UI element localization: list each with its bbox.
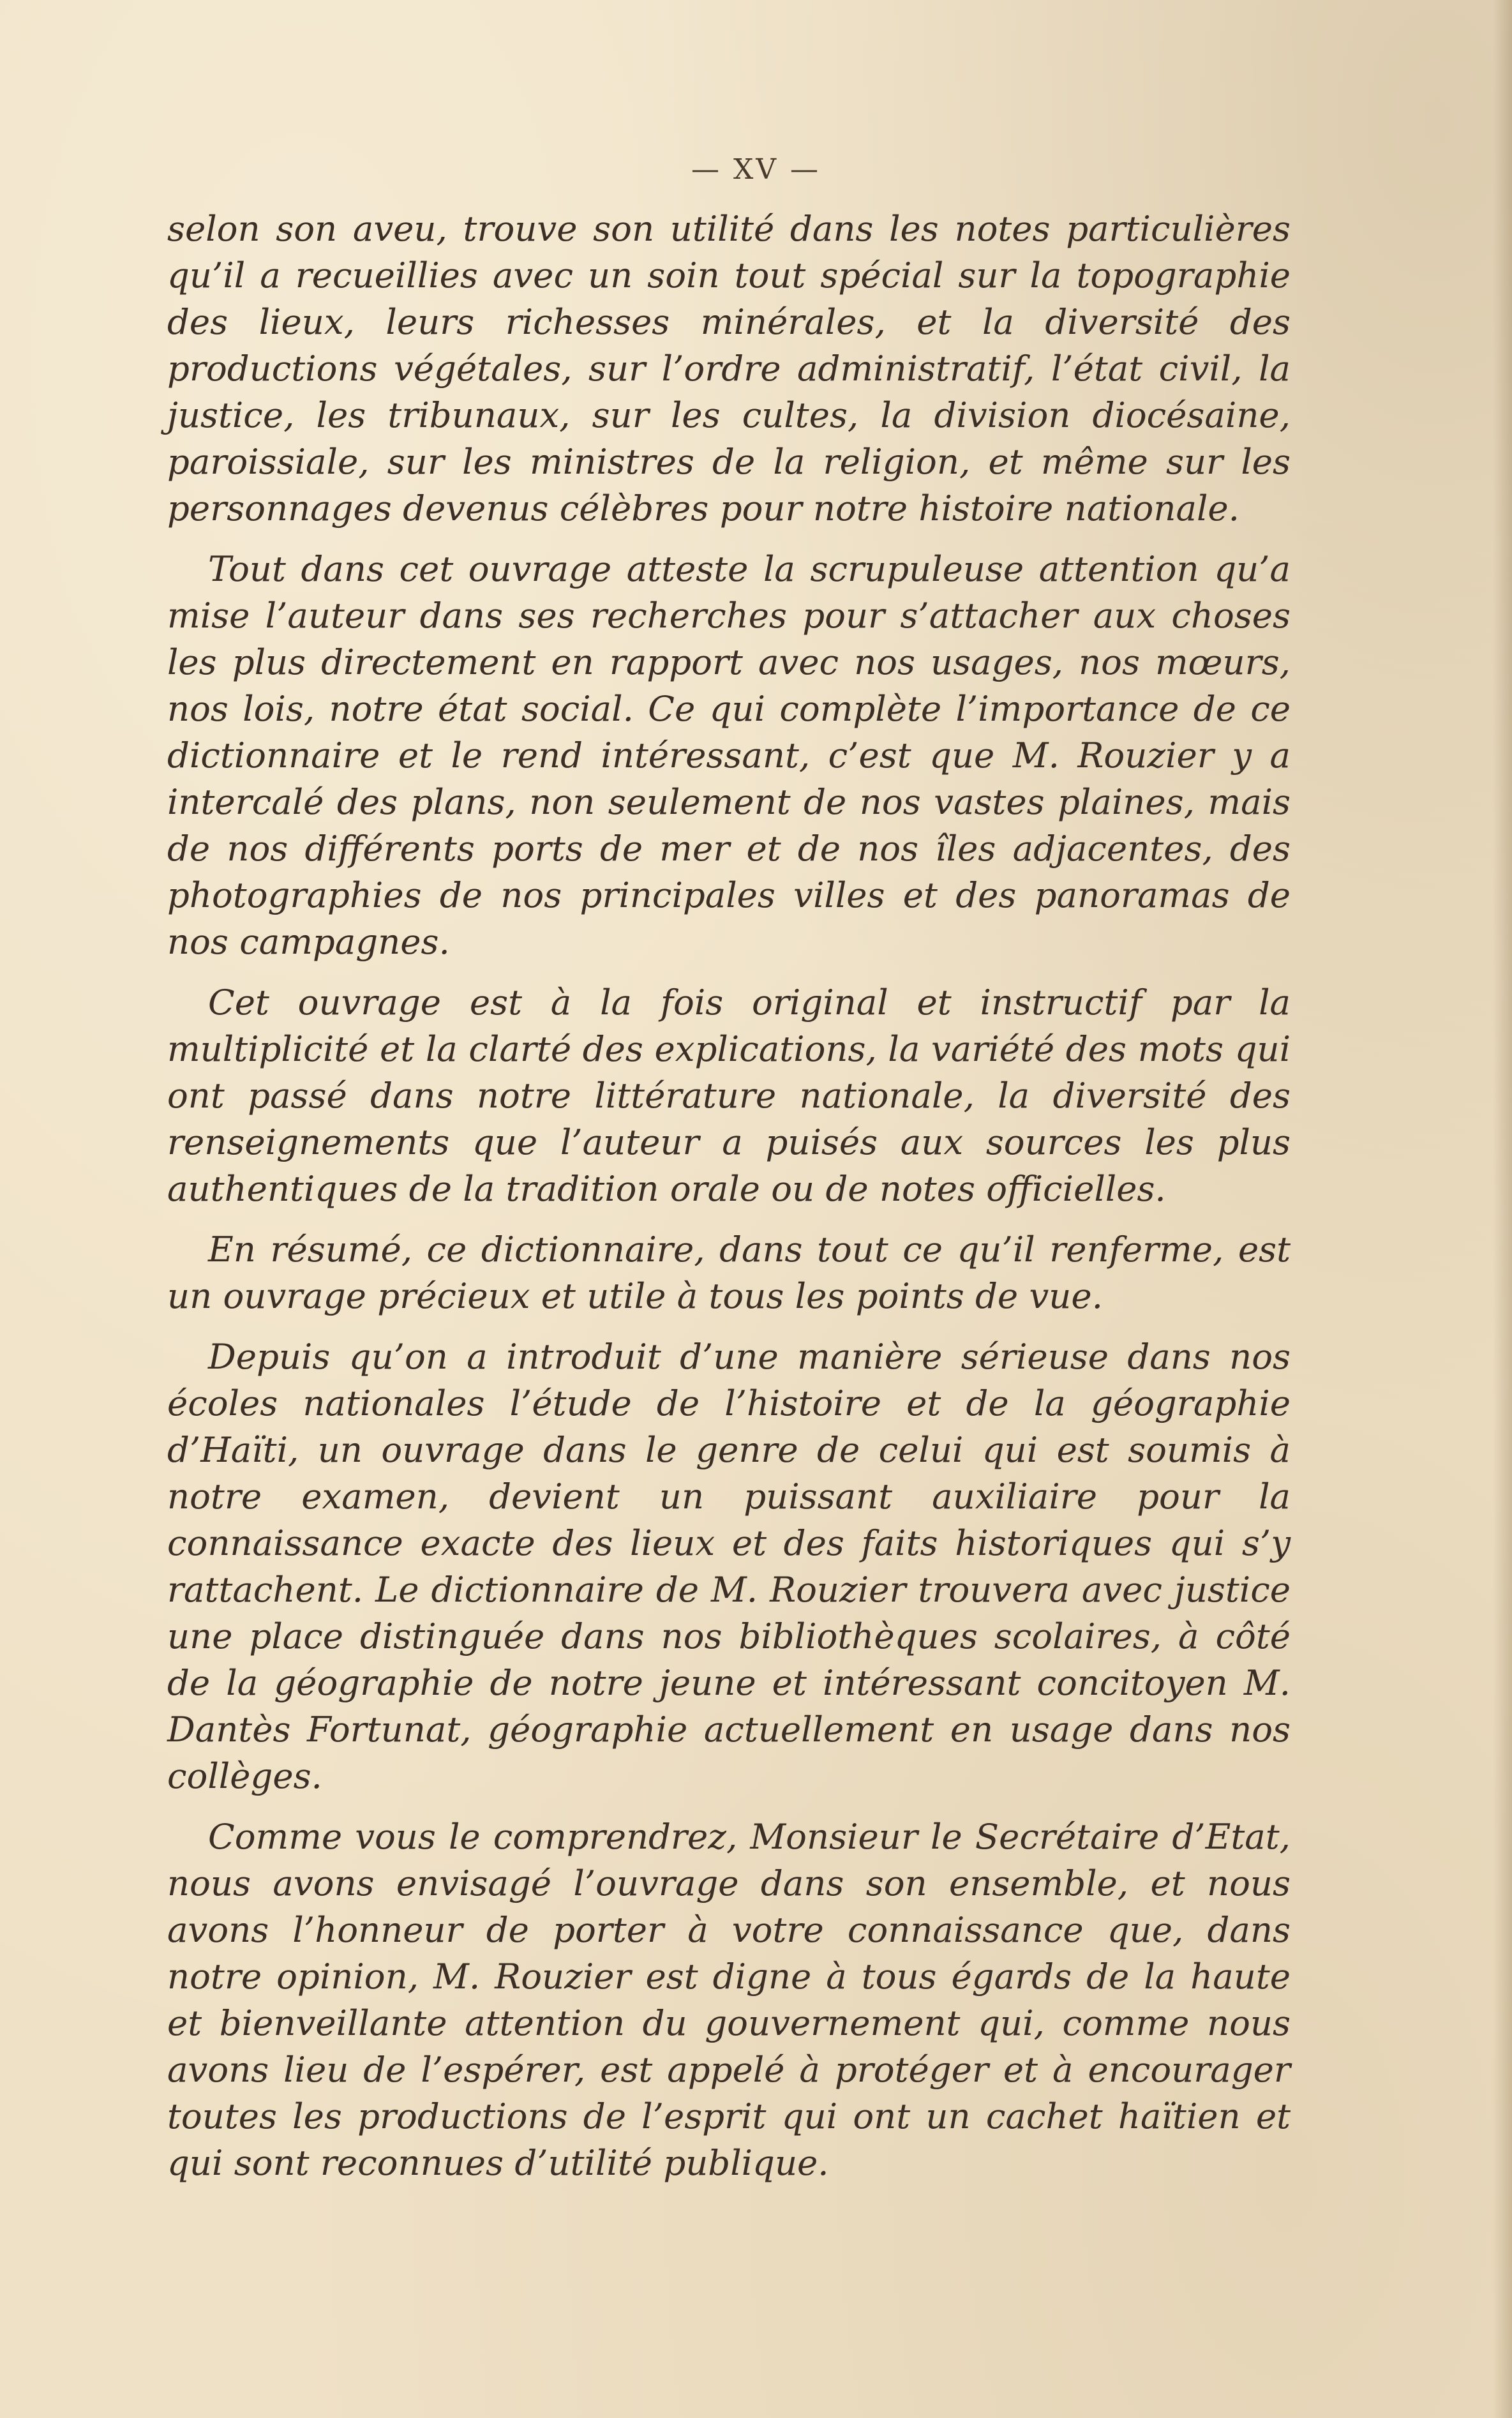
paragraph-5: Depuis qu’on a introduit d’une manière sérieuse dans nos écoles nationales l’étude de l’histoire et de la géographie d’Haïti, un ouvrage dans le genre de celui qui est soumis à notre examen, devient un puissant auxiliaire pour la connaissance exacte des lieux et des faits historiques qui s’y rattachent. Le dictionnaire de M. Rouzier trouvera avec justice une place distinguée dans nos bibliothèques scolaires, à côté de la géographie de notre jeune et intéressant concitoyen M. Dantès Fortunat, géographie actuellement en usage dans nos collèges. [167, 1336, 1291, 1796]
paragraph-4: En résumé, ce dictionnaire, dans tout ce qu’il renferme, est un ouvrage précieux et utile à tous les points de vue. [167, 1229, 1291, 1316]
body-text [167, 206, 1291, 2200]
paragraph-2: Tout dans cet ouvrage atteste la scrupuleuse attention qu’a mise l’auteur dans ses recherches pour s’attacher aux choses les plus directement en rapport avec nos usages, nos mœurs, nos lois, notre état social. Ce qui complète l’importance de ce dictionnaire et le rend intéressant, c’est que M. Rouzier y a intercalé des plans, non seulement de nos vastes plaines, mais de nos différents ports de mer et de nos îles adjacentes, des photographies de nos principales villes et des panoramas de nos campagnes. [167, 548, 1291, 962]
page-edge-shadow [1493, 0, 1512, 2418]
paragraph-3: Cet ouvrage est à la fois original et instructif par la multiplicité et la clarté des explications, la variété des mots qui ont passé dans notre littérature nationale, la diversité des renseignements que l’auteur a puisés aux sources les plus authentiques de la tradition orale ou de notes officielles. [167, 982, 1291, 1209]
page-number: — XV — [691, 153, 821, 186]
paragraph-1: selon son aveu, trouve son utilité dans les notes particulières qu’il a recueillies avec un soin tout spécial sur la topographie des lieux, leurs richesses minérales, et la diversité des productions végétales, sur l’ordre administratif, l’état civil, la justice, les tribunaux, sur les cultes, la division diocésaine, paroissiale, sur les ministres de la religion, et même sur les personnages devenus célèbres pour notre histoire nationale. [167, 208, 1291, 529]
paragraph-6: Comme vous le comprendrez, Monsieur le Secrétaire d’Etat, nous avons envisagé l’ouvrage dans son ensemble, et nous avons l’honneur de porter à votre connaissance que, dans notre opinion, M. Rouzier est digne à tous égards de la haute et bienveillante attention du gouvernement qui, comme nous avons lieu de l’espérer, est appelé à protéger et à encourager toutes les productions de l’esprit qui ont un cachet haïtien et qui sont reconnues d’utilité publique. [167, 1816, 1291, 2183]
